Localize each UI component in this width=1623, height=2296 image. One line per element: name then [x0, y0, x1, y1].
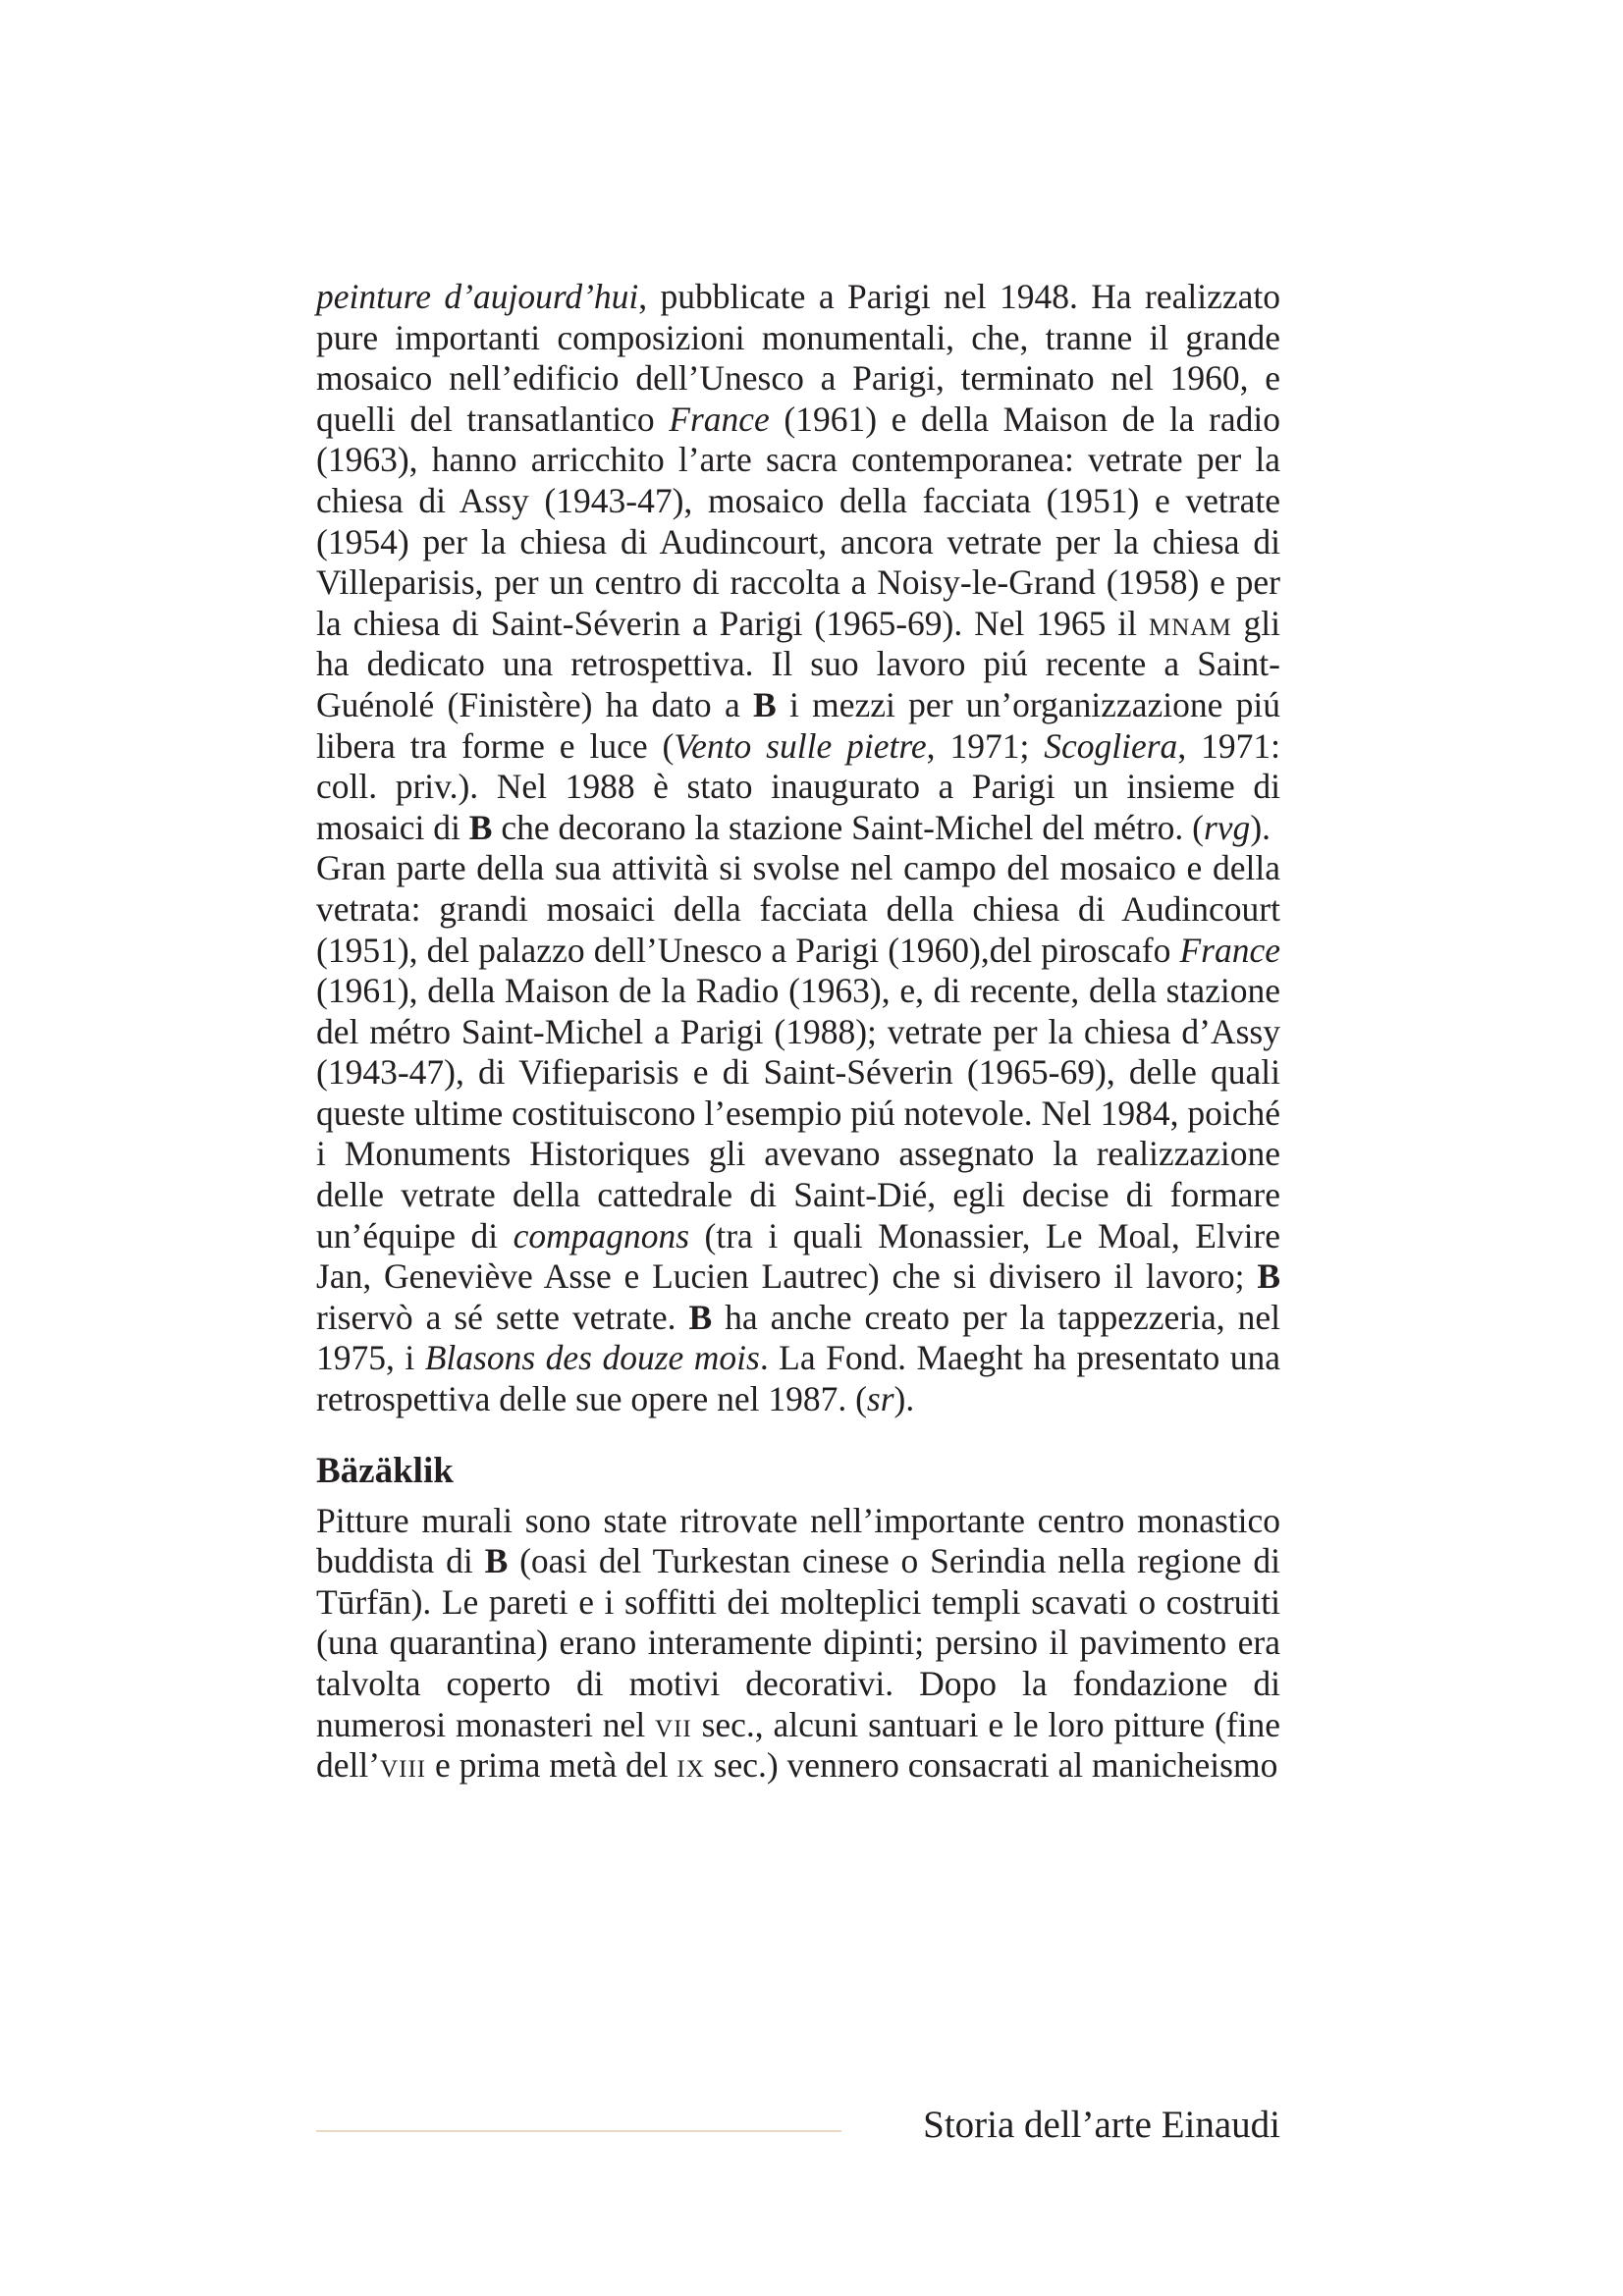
entry-heading: Bäzäklik — [316, 1450, 454, 1491]
footer-divider — [316, 2130, 841, 2132]
main-text — [316, 277, 1280, 1787]
paragraph: Gran parte della sua attività si svolse nel campo del mosaico e della vetrata: grandi mosaici della facciata della chiesa di Audincourt (1951), del palazzo dell’Unesco a Parigi (1960),del piroscafo France (1961), della Maison de la Radio (1963), e, di recente, della stazione del métro Saint-Michel a Parigi (1988); vetrate per la chiesa d’Assy (1943-47), di Vifieparisis e di Saint-Séverin (1965-69), delle quali queste ultime costituiscono l’esempio piú notevole. Nel 1984, poiché i Monuments Historiques gli avevano assegnato la realizzazione delle vetrate della cattedrale di Saint-Dié, egli decise di formare un’équipe di compagnons (tra i quali Monassier, Le Moal, Elvire Jan, Geneviève Asse e Lucien Lautrec) che si divisero il lavoro; B riservò a sé sette vetrate. B ha anche creato per la tappezzeria, nel 1975, i Blasons des douze mois. La Fond. Maeght ha presentato una retrospettiva delle sue opere nel 1987. (sr). — [316, 848, 1281, 1419]
footer-title: Storia dell’arte Einaudi — [923, 2104, 1280, 2146]
paragraph: Pitture murali sono state ritrovate nell’importante centro monastico buddista di B (oasi del Turkestan cinese o Serindia nella regione di Tūrfān). Le pareti e i soffitti dei molteplici templi scavati o costruiti (una quarantina) erano interamente dipinti; persino il pavimento era talvolta coperto di motivi decorativi. Dopo la fondazione di numerosi monasteri nel vii sec., alcuni santuari e le loro pitture (fine dell’viii e prima metà del ix sec.) vennero consacrati al manicheismo — [316, 1500, 1280, 1786]
paragraph: peinture d’aujourd’hui, pubblicate a Parigi nel 1948. Ha realizzato pure importanti composizioni monumentali, che, tranne il grande mosaico nell’edificio dell’Unesco a Parigi, terminato nel 1960, e quelli del transatlantico France (1961) e della Maison de la radio (1963), hanno arricchito l’arte sacra contemporanea: vetrate per la chiesa di Assy (1943-47), mosaico della facciata (1951) e vetrate (1954) per la chiesa di Audincourt, ancora vetrate per la chiesa di Villeparisis, per un centro di raccolta a Noisy-le-Grand (1958) e per la chiesa di Saint-Séverin a Parigi (1965-69). Nel 1965 il mnam gli ha dedicato una retrospettiva. Il suo lavoro piú recente a Saint-Guénolé (Finistère) ha dato a B i mezzi per un’organizzazione piú libera tra forme e luce (Vento sulle pietre, 1971; Scogliera, 1971: coll. priv.). Nel 1988 è stato inaugurato a Parigi un insieme di mosaici di B che decorano la stazione Saint-Michel del métro. (rvg). — [316, 277, 1280, 847]
